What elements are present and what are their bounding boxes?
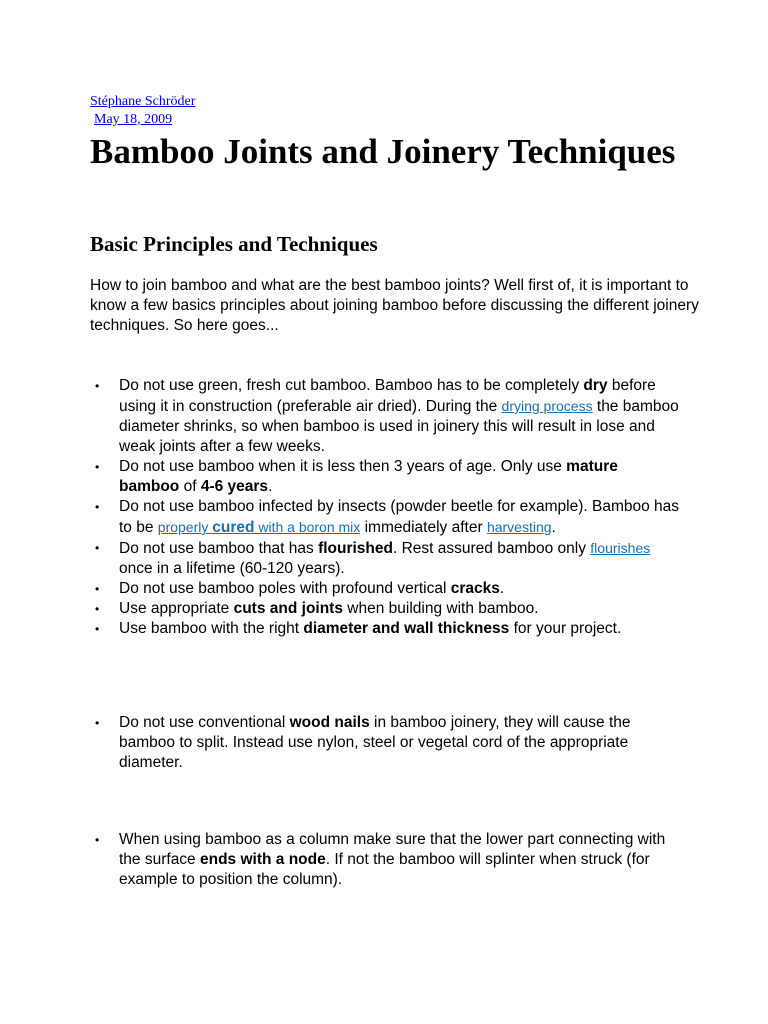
item-text: . Rest assured bamboo only (392, 540, 591, 557)
page-title: Bamboo Joints and Joinery Techniques (90, 132, 676, 171)
item-text: when building with bamboo. (342, 600, 539, 617)
item-bold: dry (583, 377, 608, 394)
list-item-green-bamboo (0, 376, 680, 457)
item-text: Use bamboo with the right (119, 620, 304, 637)
item-text: once in a lifetime (60-120 years). (119, 560, 345, 577)
bullet-icon: • (95, 833, 100, 847)
item-text: Do not use bamboo when it is less then 3 years of age. Only use (119, 458, 567, 475)
item-text: . (499, 580, 505, 597)
list-item-column (0, 830, 680, 890)
item-bold: ends with a node (200, 851, 326, 868)
item-text: Do not use bamboo infected by insects (powder beetle for example). Bamboo has to be (119, 498, 680, 536)
item-text: . If not the bamboo will splinter when struck (for example to position the column). (119, 851, 650, 888)
item-bold: cracks (450, 580, 500, 597)
bullet-icon: • (95, 460, 100, 474)
date-link[interactable]: May 18, 2009 (94, 112, 173, 127)
list-item-flourished (0, 538, 680, 579)
item-text: before using it in construction (preferable air dried). During the (119, 377, 656, 415)
properly-link[interactable]: properly (157, 519, 213, 535)
item-text: When using bamboo as a column make sure that the lower part connecting with the surface (119, 831, 666, 868)
item-text: Do not use bamboo poles with profound vertical (119, 580, 451, 597)
author-link[interactable]: Stéphane Schröder (90, 94, 196, 109)
item-text: . (268, 478, 273, 495)
bullet-icon: • (95, 541, 100, 555)
item-bold: 4-6 years (200, 478, 269, 495)
list-item-diameter (0, 619, 680, 639)
nails-list (0, 713, 680, 773)
item-bold: wood nails (289, 714, 370, 731)
item-text: the bamboo diameter shrinks, so when bamboo is used in joinery this will result in lose and weak joints after a few weeks. (119, 398, 679, 455)
bullet-icon: • (95, 716, 100, 730)
drying-process-link[interactable]: drying process (501, 398, 593, 414)
item-text: in bamboo joinery, they will cause the bamboo to split. Instead use nylon, steel or vegetal cord of the appropriate diameter. (119, 714, 631, 771)
column-list (0, 830, 680, 890)
item-text: Do not use bamboo that has (119, 540, 319, 557)
list-item-cracks (0, 579, 680, 599)
list-item-age (0, 457, 680, 497)
bullet-icon: • (95, 582, 100, 596)
item-text: of (179, 478, 201, 495)
bullet-icon: • (95, 622, 100, 636)
boron-mix-link[interactable]: with a boron mix (254, 519, 361, 535)
cured-link[interactable]: cured (212, 519, 255, 536)
item-text: for your project. (509, 620, 622, 637)
intro-paragraph: How to join bamboo and what are the best bamboo joints? Well first of, it is important to know a few basics principles about joining bamboo before discussing the different joinery techniques. So here goes... (90, 277, 699, 334)
bullet-icon: • (95, 500, 100, 514)
item-bold: mature bamboo (119, 458, 618, 495)
flourishes-link[interactable]: flourishes (590, 540, 651, 556)
list-item-insects (0, 497, 680, 538)
bullet-icon: • (95, 379, 100, 393)
harvesting-link[interactable]: harvesting (486, 519, 552, 535)
list-item-cuts (0, 599, 680, 619)
item-text: Use appropriate (119, 600, 234, 617)
item-text: Do not use conventional (119, 714, 290, 731)
section-heading: Basic Principles and Techniques (90, 232, 378, 256)
item-bold: flourished (318, 540, 393, 557)
bullet-icon: • (95, 602, 100, 616)
item-bold: cuts and joints (233, 600, 343, 617)
item-text: Do not use green, fresh cut bamboo. Bamboo has to be completely (119, 377, 584, 394)
item-text: immediately after (360, 519, 487, 536)
list-item-nails (0, 713, 680, 773)
principles-list (0, 376, 680, 639)
item-bold: diameter and wall thickness (303, 620, 510, 637)
item-text: . (551, 519, 556, 536)
